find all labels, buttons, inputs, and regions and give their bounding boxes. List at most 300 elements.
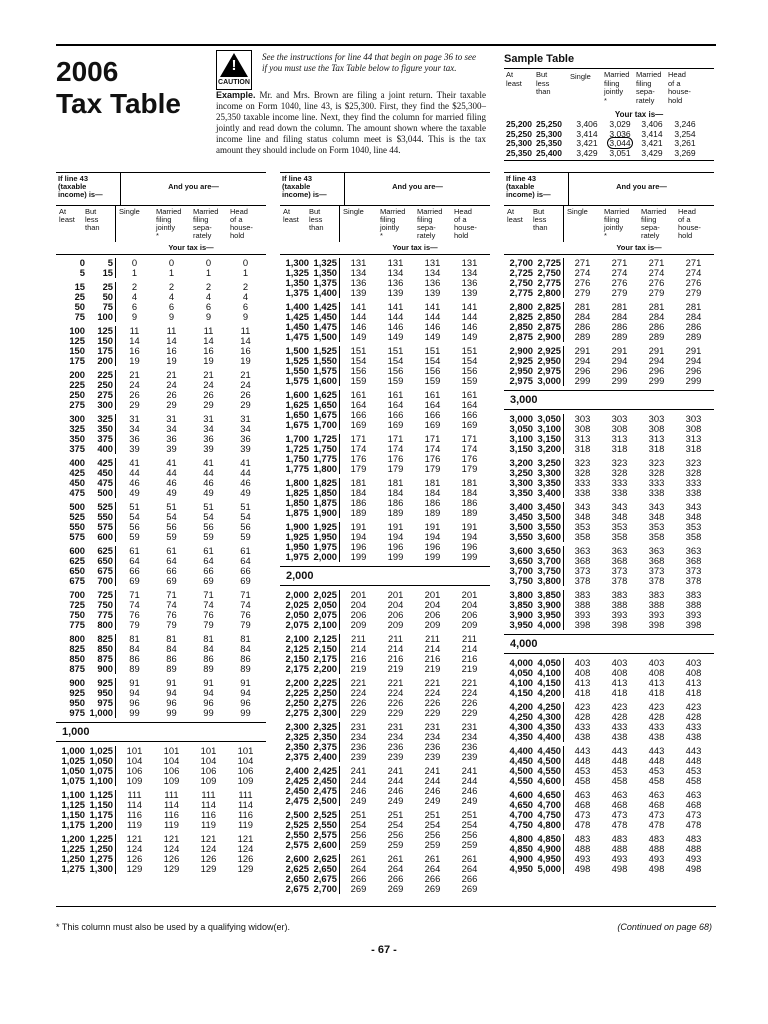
tax-cell: 171 xyxy=(424,433,441,444)
tax-cell: 16 xyxy=(203,345,214,356)
table-row xyxy=(56,664,266,674)
income-cell: 1,425 xyxy=(285,311,309,322)
table-row xyxy=(56,756,266,766)
tax-cell: 89 xyxy=(203,663,214,674)
income-cell: 1,975 xyxy=(285,551,309,562)
income-cell: 4,300 xyxy=(509,721,533,732)
table-row xyxy=(280,444,490,454)
column-header: Head of a house- hold xyxy=(678,207,701,240)
table-row xyxy=(280,610,490,620)
tax-cell: 249 xyxy=(387,795,404,806)
row-group xyxy=(504,414,714,454)
table-row xyxy=(504,776,714,786)
row-group xyxy=(504,302,714,342)
income-cell: 900 xyxy=(85,664,116,674)
income-cell: 2,025 xyxy=(309,590,340,600)
tax-cell: 2 xyxy=(131,281,138,292)
tax-cell: 313 xyxy=(574,433,591,444)
income-cell: 300 xyxy=(85,400,116,410)
income-cell: 2,350 xyxy=(309,732,340,742)
table-row xyxy=(56,502,266,512)
tax-cell: 266 xyxy=(350,873,367,884)
row-group xyxy=(56,258,266,278)
income-cell: 4,950 xyxy=(509,863,533,874)
tax-cell: 204 xyxy=(387,599,404,610)
income-cell: 2,850 xyxy=(509,321,533,332)
tax-cell: 438 xyxy=(648,731,665,742)
tax-cell: 39 xyxy=(203,443,214,454)
tax-cell: 59 xyxy=(166,531,177,542)
if-line-label: If line 43 (taxable income) is— xyxy=(56,173,121,205)
tax-cell: 149 xyxy=(424,331,441,342)
tax-cell: 3,421 xyxy=(576,138,598,148)
if-line-label: If line 43 (taxable income) is— xyxy=(280,173,345,205)
income-cell: 275 xyxy=(69,399,85,410)
tax-cell: 256 xyxy=(424,829,441,840)
income-cell: 2,275 xyxy=(285,707,309,718)
tax-cell: 136 xyxy=(387,277,404,288)
tax-cell: 418 xyxy=(685,687,702,698)
tax-cell: 234 xyxy=(387,731,404,742)
table-row xyxy=(504,546,714,556)
circled-amount: 3,044 xyxy=(609,138,631,148)
tax-cell: 54 xyxy=(203,511,214,522)
table-row xyxy=(56,708,266,718)
tax-cell: 149 xyxy=(461,331,478,342)
tax-cell: 373 xyxy=(648,565,665,576)
tax-cell: 251 xyxy=(424,809,441,820)
income-cell: 2,250 xyxy=(309,688,340,698)
example-text: Mr. and Mrs. Brown are filing a joint return. Their taxable income on Form 1040, line 43, is $25,300. First, they find the $25,300–25,350 taxable income line. Next, they find the column for married filing jointly and read down the column. The amount shown where the taxable income line and filing status column meet is $3,044. This is the tax amount they should include on Form 1040, line 44. xyxy=(216,90,487,155)
tax-cell: 184 xyxy=(387,487,404,498)
tax-cell: 353 xyxy=(574,521,591,532)
income-cell: 250 xyxy=(69,389,85,400)
if-line-label: If line 43 (taxable income) is— xyxy=(504,173,569,205)
tax-cell: 216 xyxy=(350,653,367,664)
income-cell: 2,075 xyxy=(285,619,309,630)
tax-cell: 144 xyxy=(424,311,441,322)
table-row xyxy=(280,552,490,562)
tax-cell: 408 xyxy=(648,667,665,678)
table-row xyxy=(280,508,490,518)
tax-cell: 271 xyxy=(648,257,665,268)
tax-cell: 348 xyxy=(685,511,702,522)
tax-cell: 221 xyxy=(387,677,404,688)
income-cell: 2,825 xyxy=(533,302,564,312)
column-header: But less than xyxy=(309,206,340,242)
tax-cell: 6 xyxy=(242,301,249,312)
tax-cell: 84 xyxy=(203,643,214,654)
tax-cell: 443 xyxy=(648,745,665,756)
tax-cell: 196 xyxy=(461,541,478,552)
tax-cell: 76 xyxy=(166,609,177,620)
table-row xyxy=(280,698,490,708)
income-cell: 550 xyxy=(69,521,85,532)
tax-cell: 378 xyxy=(574,575,591,586)
tax-cell: 186 xyxy=(461,497,478,508)
income-cell: 1,250 xyxy=(85,844,116,854)
tax-cell: 204 xyxy=(424,599,441,610)
row-group xyxy=(280,678,490,718)
income-cell: 1,700 xyxy=(285,433,309,444)
tax-cell: 286 xyxy=(648,321,665,332)
tax-cell: 194 xyxy=(424,531,441,542)
tax-cell: 166 xyxy=(461,409,478,420)
tax-cell: 179 xyxy=(387,463,404,474)
tax-cell: 373 xyxy=(685,565,702,576)
tax-cell: 79 xyxy=(240,619,251,630)
tax-cell: 161 xyxy=(387,389,404,400)
tax-cell: 299 xyxy=(685,375,702,386)
tax-cell: 488 xyxy=(648,843,665,854)
tax-cell: 343 xyxy=(574,501,591,512)
tax-cell: 14 xyxy=(203,335,214,346)
tax-cell: 104 xyxy=(237,755,254,766)
income-cell: 25,250 xyxy=(506,128,532,139)
income-cell: 1,100 xyxy=(85,776,116,786)
column-header: Single xyxy=(567,207,588,216)
tax-cell: 4 xyxy=(205,291,212,302)
tax-cell: 39 xyxy=(129,443,140,454)
tax-cell: 239 xyxy=(461,751,478,762)
tax-cell: 66 xyxy=(129,565,140,576)
table-row xyxy=(56,326,266,336)
tax-cell: 34 xyxy=(129,423,140,434)
income-cell: 4,700 xyxy=(509,809,533,820)
income-cell: 2,775 xyxy=(533,278,564,288)
table-row xyxy=(280,410,490,420)
tax-cell: 308 xyxy=(574,423,591,434)
income-cell: 25,300 xyxy=(536,128,562,139)
tax-cell: 368 xyxy=(685,555,702,566)
tax-cell: 261 xyxy=(424,853,441,864)
tax-cell: 31 xyxy=(240,413,251,424)
tax-cell: 296 xyxy=(648,365,665,376)
tax-cell: 101 xyxy=(126,745,143,756)
section-header: 4,000 xyxy=(504,634,714,654)
tax-cell: 254 xyxy=(387,819,404,830)
tax-cell: 186 xyxy=(424,497,441,508)
tax-cell: 131 xyxy=(387,257,404,268)
table-row xyxy=(56,644,266,654)
table-row xyxy=(504,268,714,278)
income-cell: 1,375 xyxy=(285,287,309,298)
table-row xyxy=(280,664,490,674)
tax-cell: 328 xyxy=(685,467,702,478)
tax-cell: 478 xyxy=(574,819,591,830)
tax-cell: 323 xyxy=(648,457,665,468)
table-row xyxy=(56,800,266,810)
income-cell: 1,250 xyxy=(61,853,85,864)
tax-cell: 76 xyxy=(129,609,140,620)
table-row xyxy=(504,556,714,566)
tax-table-column-1 xyxy=(56,172,266,878)
income-cell: 3,800 xyxy=(509,589,533,600)
tax-cell: 284 xyxy=(648,311,665,322)
row-group xyxy=(504,546,714,586)
income-cell: 1,450 xyxy=(285,321,309,332)
table-row xyxy=(280,830,490,840)
tax-cell: 44 xyxy=(129,467,140,478)
tax-cell: 201 xyxy=(461,589,478,600)
table-row xyxy=(504,302,714,312)
income-cell: 3,300 xyxy=(533,468,564,478)
tax-cell: 358 xyxy=(685,531,702,542)
income-cell: 700 xyxy=(85,576,116,586)
tax-cell: 44 xyxy=(203,467,214,478)
row-group xyxy=(56,634,266,674)
income-cell: 3,850 xyxy=(509,599,533,610)
table-row xyxy=(56,532,266,542)
tax-cell: 14 xyxy=(240,335,251,346)
tax-cell: 261 xyxy=(387,853,404,864)
income-cell: 2,800 xyxy=(533,288,564,298)
income-cell: 2,300 xyxy=(285,721,309,732)
tax-cell: 279 xyxy=(574,287,591,298)
income-cell: 2,150 xyxy=(285,653,309,664)
tax-cell: 101 xyxy=(163,745,180,756)
tax-cell: 383 xyxy=(685,589,702,600)
tax-cell: 171 xyxy=(387,433,404,444)
income-cell: 4,700 xyxy=(533,800,564,810)
tax-cell: 14 xyxy=(166,335,177,346)
tax-cell: 308 xyxy=(685,423,702,434)
income-cell: 2,225 xyxy=(309,678,340,688)
tax-cell: 184 xyxy=(350,487,367,498)
income-cell: 3,650 xyxy=(533,546,564,556)
income-cell: 4,900 xyxy=(509,853,533,864)
tax-cell: 136 xyxy=(424,277,441,288)
tax-cell: 296 xyxy=(574,365,591,376)
income-cell: 4,400 xyxy=(509,745,533,756)
tax-cell: 166 xyxy=(424,409,441,420)
tax-cell: 249 xyxy=(461,795,478,806)
tax-cell: 46 xyxy=(166,477,177,488)
income-cell: 4,650 xyxy=(509,799,533,810)
income-cell: 2,525 xyxy=(285,819,309,830)
tax-cell: 131 xyxy=(424,257,441,268)
income-cell: 1,175 xyxy=(61,819,85,830)
row-group xyxy=(56,458,266,498)
income-cell: 825 xyxy=(85,634,116,644)
column-header: Married filing jointly * xyxy=(156,207,182,240)
table-row xyxy=(280,532,490,542)
income-cell: 2,200 xyxy=(285,677,309,688)
income-cell: 175 xyxy=(69,355,85,366)
tax-cell: 269 xyxy=(461,883,478,894)
tax-cell: 179 xyxy=(350,463,367,474)
tax-cell: 448 xyxy=(648,755,665,766)
income-cell: 2,600 xyxy=(285,853,309,864)
income-cell: 2,175 xyxy=(285,663,309,674)
table-row xyxy=(504,722,714,732)
tax-cell: 21 xyxy=(129,369,140,380)
tax-cell: 4 xyxy=(131,291,138,302)
income-cell: 1,650 xyxy=(285,409,309,420)
tax-cell: 44 xyxy=(166,467,177,478)
tax-cell: 216 xyxy=(424,653,441,664)
tax-cell: 358 xyxy=(574,531,591,542)
tax-cell: 378 xyxy=(648,575,665,586)
row-group xyxy=(280,590,490,630)
income-cell: 225 xyxy=(85,370,116,380)
tax-cell: 2 xyxy=(242,281,249,292)
tax-cell: 111 xyxy=(201,789,216,800)
tax-cell: 96 xyxy=(166,697,177,708)
table-row xyxy=(56,610,266,620)
tax-cell: 74 xyxy=(166,599,177,610)
table-row xyxy=(504,566,714,576)
table-row xyxy=(504,332,714,342)
income-cell: 400 xyxy=(69,457,85,468)
income-cell: 4,950 xyxy=(533,854,564,864)
tax-cell: 186 xyxy=(387,497,404,508)
income-cell: 2,375 xyxy=(285,751,309,762)
tax-cell: 473 xyxy=(574,809,591,820)
income-cell: 1,050 xyxy=(85,756,116,766)
income-cell: 1,525 xyxy=(285,355,309,366)
table-body xyxy=(504,254,714,874)
row-group xyxy=(280,634,490,674)
income-cell: 2,200 xyxy=(309,664,340,674)
tax-cell: 241 xyxy=(424,765,441,776)
table-row xyxy=(504,766,714,776)
tax-cell: 196 xyxy=(424,541,441,552)
tax-cell: 239 xyxy=(387,751,404,762)
tax-cell: 29 xyxy=(240,399,251,410)
tax-cell: 453 xyxy=(574,765,591,776)
tax-cell: 308 xyxy=(648,423,665,434)
income-cell: 3,000 xyxy=(509,413,533,424)
tax-cell: 61 xyxy=(166,545,177,556)
tax-cell: 151 xyxy=(350,345,367,356)
table-row xyxy=(504,790,714,800)
tax-cell: 24 xyxy=(203,379,214,390)
table-row xyxy=(56,268,266,278)
tax-cell: 194 xyxy=(350,531,367,542)
income-cell: 4,650 xyxy=(533,790,564,800)
tax-cell: 239 xyxy=(424,751,441,762)
tax-cell: 313 xyxy=(611,433,628,444)
tax-cell: 79 xyxy=(129,619,140,630)
tax-cell: 86 xyxy=(203,653,214,664)
row-group xyxy=(56,590,266,630)
tax-cell: 49 xyxy=(166,487,177,498)
income-cell: 1,550 xyxy=(285,365,309,376)
income-cell: 2,100 xyxy=(309,620,340,630)
table-row xyxy=(280,732,490,742)
tax-cell: 388 xyxy=(648,599,665,610)
income-cell: 100 xyxy=(85,312,116,322)
income-cell: 4,250 xyxy=(509,711,533,722)
table-header xyxy=(56,173,266,206)
tax-cell: 241 xyxy=(350,765,367,776)
income-cell: 2,475 xyxy=(285,795,309,806)
income-cell: 600 xyxy=(85,532,116,542)
tax-cell: 56 xyxy=(240,521,251,532)
tax-cell: 478 xyxy=(611,819,628,830)
tax-cell: 423 xyxy=(685,701,702,712)
table-row xyxy=(280,776,490,786)
tax-cell: 249 xyxy=(424,795,441,806)
tax-cell: 189 xyxy=(387,507,404,518)
table-row xyxy=(280,332,490,342)
tax-cell: 89 xyxy=(166,663,177,674)
table-row xyxy=(504,288,714,298)
income-cell: 450 xyxy=(69,477,85,488)
tax-cell: 11 xyxy=(129,325,140,336)
tax-cell: 46 xyxy=(203,477,214,488)
tax-cell: 91 xyxy=(129,677,140,688)
tax-cell: 323 xyxy=(685,457,702,468)
income-cell: 575 xyxy=(85,522,116,532)
income-cell: 250 xyxy=(85,380,116,390)
tax-cell: 209 xyxy=(461,619,478,630)
tax-cell: 438 xyxy=(685,731,702,742)
tax-cell: 146 xyxy=(350,321,367,332)
income-cell: 825 xyxy=(69,643,85,654)
table-row xyxy=(280,288,490,298)
income-cell: 4,200 xyxy=(533,688,564,698)
tax-cell: 433 xyxy=(685,721,702,732)
income-cell: 4,750 xyxy=(533,810,564,820)
income-cell: 325 xyxy=(69,423,85,434)
tax-cell: 49 xyxy=(203,487,214,498)
table-row xyxy=(56,444,266,454)
table-row xyxy=(504,258,714,268)
income-cell: 3,350 xyxy=(533,478,564,488)
tax-cell: 144 xyxy=(387,311,404,322)
tax-cell: 246 xyxy=(424,785,441,796)
tax-cell: 303 xyxy=(574,413,591,424)
title-year: 2006 xyxy=(56,56,119,87)
tax-cell: 141 xyxy=(424,301,441,312)
tax-cell: 89 xyxy=(240,663,251,674)
tax-cell: 3,421 xyxy=(641,138,663,148)
tax-cell: 338 xyxy=(574,487,591,498)
row-group xyxy=(56,678,266,718)
table-row xyxy=(56,312,266,322)
tax-cell: 124 xyxy=(163,843,180,854)
tax-cell: 24 xyxy=(129,379,140,390)
tax-cell: 333 xyxy=(648,477,665,488)
tax-cell: 91 xyxy=(166,677,177,688)
and-you-are-label: And you are— xyxy=(616,182,667,191)
tax-cell: 224 xyxy=(387,687,404,698)
income-cell: 2,275 xyxy=(309,698,340,708)
income-cell: 2,725 xyxy=(509,267,533,278)
tax-cell: 44 xyxy=(240,467,251,478)
tax-cell: 171 xyxy=(350,433,367,444)
row-group xyxy=(504,746,714,786)
tax-cell: 458 xyxy=(648,775,665,786)
tax-cell: 56 xyxy=(166,521,177,532)
tax-cell: 14 xyxy=(129,335,140,346)
income-cell: 4,000 xyxy=(509,657,533,668)
tax-cell: 34 xyxy=(166,423,177,434)
income-cell: 150 xyxy=(85,336,116,346)
tax-cell: 264 xyxy=(387,863,404,874)
tax-cell: 328 xyxy=(648,467,665,478)
tax-cell: 428 xyxy=(648,711,665,722)
income-cell: 15 xyxy=(74,281,85,292)
tax-cell: 216 xyxy=(387,653,404,664)
income-cell: 2,775 xyxy=(509,287,533,298)
income-cell: 4,550 xyxy=(533,766,564,776)
tax-cell: 378 xyxy=(611,575,628,586)
tax-cell: 271 xyxy=(611,257,628,268)
income-cell: 1,425 xyxy=(309,302,340,312)
